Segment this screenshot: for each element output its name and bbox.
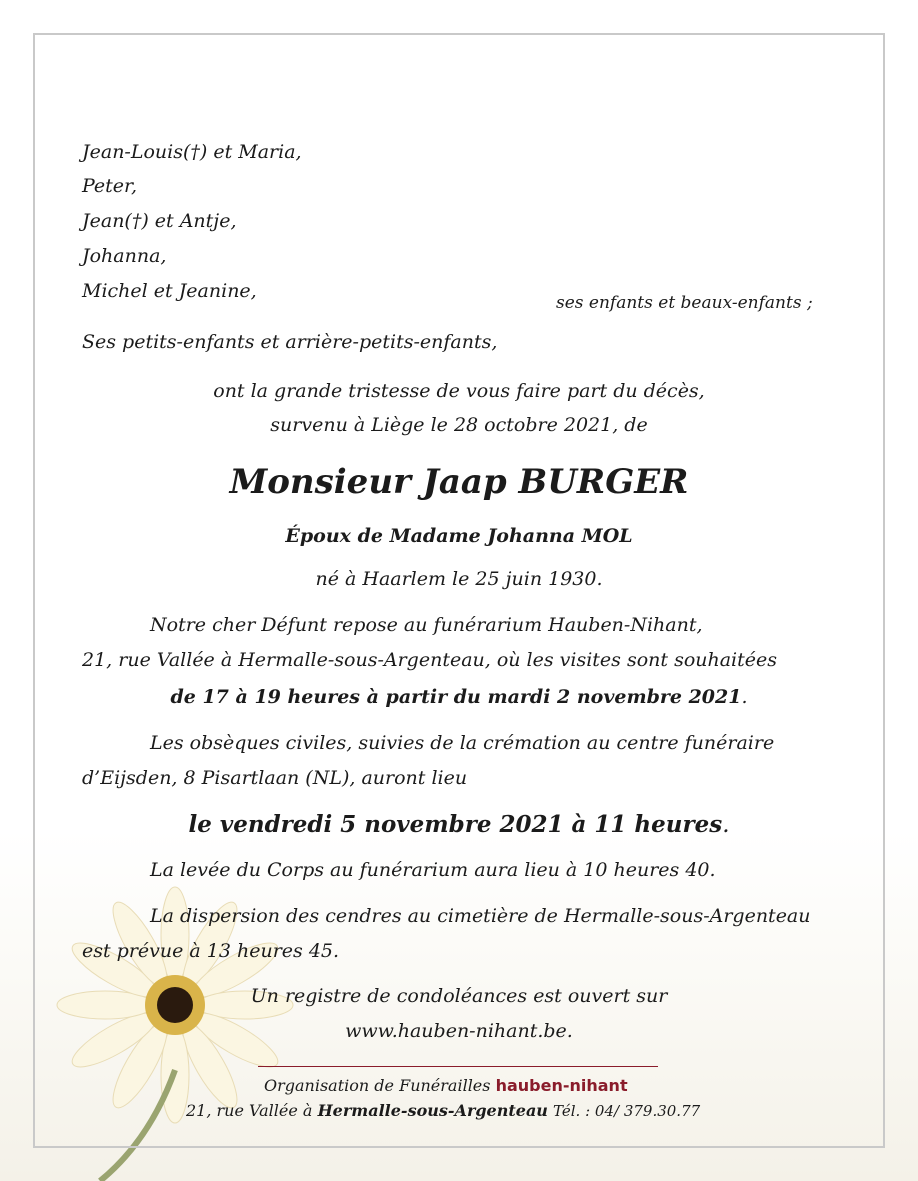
visitation-line-1: Notre cher Défunt repose au funérarium Hauben-Nihant, [150,614,703,636]
visitation-hours-end: . [741,686,748,708]
family-line-3: Jean(†) et Antje, [82,210,237,232]
condolences-line: Un registre de condoléances est ouvert sur [250,985,668,1007]
footer-address-prefix: 21, rue Vallée à [186,1101,313,1120]
footer-divider [258,1066,658,1067]
announce-line-1: ont la grande tristesse de vous faire part du décès, [213,380,705,402]
grandchildren-line: Ses petits-enfants et arrière-petits-enfants, [82,331,498,353]
announce-line-2: survenu à Liège le 28 octobre 2021, de [270,414,648,436]
footer-org-prefix: Organisation de Funérailles [264,1076,491,1095]
family-line-2: Peter, [82,175,138,197]
levee-line: La levée du Corps au funérarium aura lieu à 10 heures 40. [150,859,716,881]
footer-address [186,1101,700,1121]
dispersion-line-1: La dispersion des cendres au cimetière de Hermalle-sous-Argenteau [150,905,811,927]
dispersion-line-2: est prévue à 13 heures 45. [82,940,340,962]
deceased-spouse: Époux de Madame Johanna MOL [285,525,633,547]
ceremony-date-line [0,810,918,840]
visitation-line-2: 21, rue Vallée à Hermalle-sous-Argenteau, où les visites sont souhaitées [82,649,778,671]
ceremony-line-2: d’Eijsden, 8 Pisartlaan (NL), auront lieu [82,767,468,789]
brand-logo: hauben-nihant [495,1076,628,1095]
family-role: ses enfants et beaux-enfants ; [556,293,813,313]
family-line-1: Jean-Louis(†) et Maria, [82,141,302,163]
ceremony-line-1: Les obsèques civiles, suivies de la crémation au centre funéraire [150,732,775,754]
condolences-url[interactable]: www.hauben-nihant.be. [345,1020,573,1042]
footer-phone: Tél. : 04/ 379.30.77 [553,1102,701,1120]
deceased-name: Monsieur Jaap BURGER [229,462,689,502]
ceremony-date-end: . [722,812,730,838]
family-line-5: Michel et Jeanine, [82,280,257,302]
visitation-hours: de 17 à 19 heures à partir du mardi 2 novembre 2021 [170,686,742,708]
deceased-birth: né à Haarlem le 25 juin 1930. [315,568,603,590]
ceremony-date: le vendredi 5 novembre 2021 à 11 heures [188,811,723,838]
footer-address-town: Hermalle-sous-Argenteau [317,1101,548,1120]
footer-organisation [264,1076,628,1096]
family-line-4: Johanna, [82,245,167,267]
visitation-hours-line [0,685,918,709]
